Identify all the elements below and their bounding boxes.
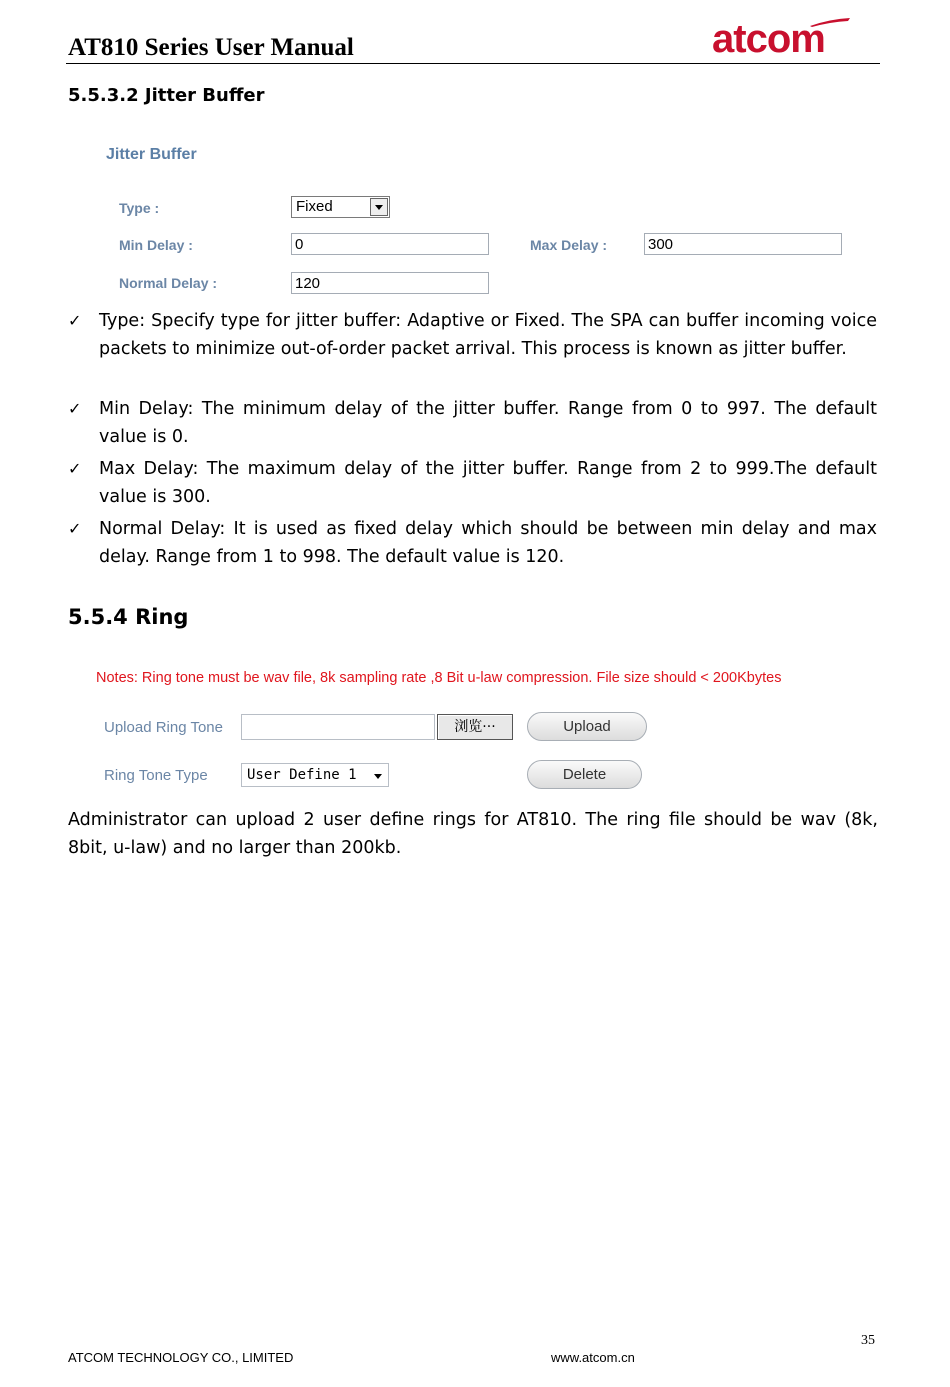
bullet-max-delay — [68, 455, 878, 511]
ring-tone-type-label: Ring Tone Type — [104, 767, 208, 784]
bullet-text: Min Delay: The minimum delay of the jitter buffer. Range from 0 to 997. The default value is 0. — [99, 399, 877, 447]
ring-file-input[interactable] — [241, 714, 435, 740]
bullet-text: Type: Specify type for jitter buffer: Adaptive or Fixed. The SPA can buffer incoming voice packets to minimize out-of-order packet arrival. This process is known as jitter buffer. — [99, 311, 877, 359]
atcom-logo — [712, 17, 852, 61]
delete-button[interactable]: Delete — [527, 760, 642, 789]
type-select[interactable] — [291, 196, 390, 218]
max-delay-label: Max Delay : — [530, 237, 608, 253]
checkmark-icon: ✓ — [68, 459, 82, 478]
footer-company: ATCOM TECHNOLOGY CO., LIMITED — [68, 1350, 294, 1365]
normal-delay-label: Normal Delay : — [119, 275, 218, 291]
bullet-min-delay — [68, 395, 878, 451]
max-delay-input[interactable]: 300 — [644, 233, 842, 255]
logo-text: atcom — [712, 17, 825, 61]
bullet-text: Max Delay: The maximum delay of the jitter buffer. Range from 2 to 999.The default value is 300. — [99, 459, 877, 507]
normal-delay-input[interactable]: 120 — [291, 272, 489, 294]
ring-notes: Notes: Ring tone must be wav file, 8k sampling rate ,8 Bit u-law compression. File size should < 200Kbytes — [96, 670, 782, 686]
ring-description: Administrator can upload 2 user define rings for AT810. The ring file should be wav (8k, 8bit, u-law) and no larger than 200kb. — [68, 810, 878, 858]
ring-tone-type-select[interactable]: User Define 1 — [241, 763, 389, 787]
bullet-text: Normal Delay: It is used as fixed delay which should be between min delay and max delay. Range from 1 to 998. The default value is 120. — [99, 519, 877, 567]
type-label: Type : — [119, 200, 160, 216]
chevron-down-icon[interactable] — [370, 198, 388, 216]
min-delay-input[interactable]: 0 — [291, 233, 489, 255]
min-delay-label: Min Delay : — [119, 237, 193, 253]
jitter-panel-title: Jitter Buffer — [106, 146, 197, 163]
upload-ring-tone-label: Upload Ring Tone — [104, 719, 223, 736]
checkmark-icon: ✓ — [68, 311, 82, 330]
section-heading-ring: 5.5.4 Ring — [68, 605, 189, 629]
type-select-value: Fixed — [296, 198, 333, 215]
browse-button[interactable]: 浏览··· — [437, 714, 513, 740]
section-heading-jitter-buffer: 5.5.3.2 Jitter Buffer — [68, 85, 265, 106]
checkmark-icon: ✓ — [68, 399, 82, 418]
manual-title: AT810 Series User Manual — [68, 34, 354, 61]
footer-website: www.atcom.cn — [551, 1350, 635, 1365]
bullet-normal-delay — [68, 515, 878, 571]
header-rule — [66, 63, 880, 64]
page-number: 35 — [861, 1333, 875, 1348]
upload-button[interactable]: Upload — [527, 712, 647, 741]
bullet-type — [68, 307, 878, 391]
logo-swoosh-icon — [810, 17, 850, 27]
checkmark-icon: ✓ — [68, 519, 82, 538]
